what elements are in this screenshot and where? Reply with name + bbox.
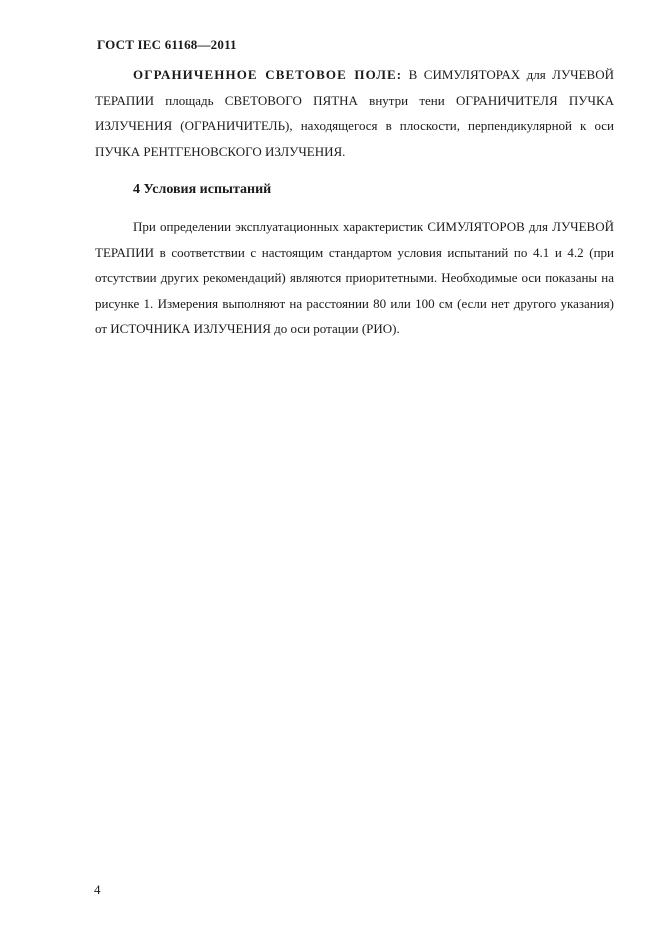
document-header: ГОСТ IEC 61168—2011 [97,37,237,52]
definition-paragraph [95,62,614,164]
page-number: 4 [94,882,101,897]
section-heading: 4 Условия испытаний [133,182,272,197]
section-text: При определении эксплуатационных характеристик СИМУЛЯТОРОВ для ЛУЧЕВОЙ ТЕРАПИИ в соответствии с настоящим стандартом условия испытаний по 4.1 и 4.2 (при отсутствии других рекомендаций) являются приоритетными. Необходимые оси показаны на рисунке 1. Измерения выполняют на расстоянии 80 или 100 см (если нет другого указания) от ИСТОЧНИКА ИЗЛУЧЕНИЯ до оси ротации (РИО). [95,219,614,336]
definition-text: В СИМУЛЯТОРАХ для ЛУЧЕВОЙ ТЕРАПИИ площадь СВЕТОВОГО ПЯТНА внутри тени ОГРАНИЧИТЕЛЯ ПУЧКА ИЗЛУЧЕНИЯ (ОГРАНИЧИТЕЛЬ), находящегося в плоскости, перпендикулярной к оси ПУЧКА РЕНТГЕНОВСКОГО ИЗЛУЧЕНИЯ. [95,67,614,159]
definition-term: ОГРАНИЧЕННОЕ СВЕТОВОЕ ПОЛЕ: [133,67,403,82]
section-paragraph [95,214,614,342]
